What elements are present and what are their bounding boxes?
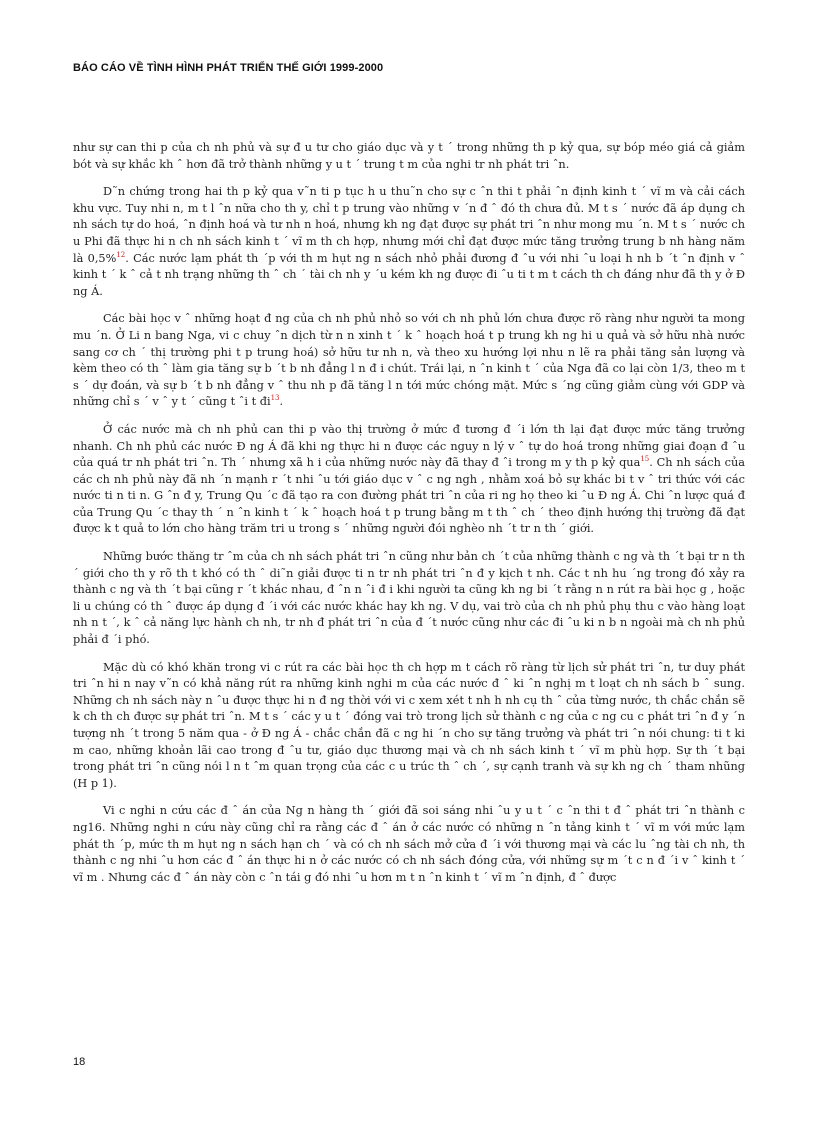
body-text <box>73 140 745 897</box>
paragraph-text: Ở các nước mà ch nh phủ can thi p vào thị trường ở mức đ tương đ ´i lớn th lại đạt được mức tăng trưởng nhanh. Ch nh phủ các nước Đ ng Á đã khi ng thực hi n được các nguy n lý v ˆ tự do hoá trong những giai đoạn đ ˆu của quá tr nh phát tri ˆn. Th ´ nhưng xã h i của những nước này đã thay đ ˆi trong m y th p kỷ qua <box>73 422 745 470</box>
paragraph-text-tail: . <box>279 395 284 409</box>
paragraph-text: như sự can thi p của ch nh phủ và sự đ u tư cho giáo dục và y t ´ trong những th p kỷ qua, sự bóp méo giá cả giảm bót và sự khắc kh ˆ hơn đã trở thành những y u t ´ trung t m của nghi tr nh phát tri ˆn. <box>73 141 745 171</box>
paragraph-4 <box>73 422 745 538</box>
paragraph-text: D˜n chứng trong hai th p kỷ qua v˜n ti p tục h u thu˜n cho sự c ˆn thi t phải ˆn định kinh t ´ vĩ m và cải cách khu vực. Tuy nhi n, m t l ˆn nữa cho th y, chỉ t p trung vào những v ´n đ ˆ đó th chưa đủ. M t s ´ nước đã áp dụng ch nh sách tự do hoá, ˆn định hoá và tư nh n hoá, nhưng kh ng đạt được sự phát tri ˆn như mong mu ´n. M t s ´ nước ch u Phi đã thực hi n ch nh sách kinh t ´ vĩ m th ch hợp, nhưng mới chỉ đạt được mức tăng trưởng trung b nh hàng năm là 0,5% <box>73 185 745 265</box>
running-header: BÁO CÁO VỀ TÌNH HÌNH PHÁT TRIỂN THẾ GIỚI 1999-2000 <box>73 62 384 74</box>
paragraph-text: Các bài học v ˆ những hoạt đ ng của ch nh phủ nhỏ so với ch nh phủ lớn chưa được rõ ràng như người ta mong mu ´n. Ở Li n bang Nga, vi c chuy ˆn dịch từ n n xinh t ´ k ˆ hoạch hoá t p trung kh ng hi u quả và sở hữu nhà nước sang cơ ch ´ thị trường phi t p trung hoá) sở hữu tư nh n, và theo xu hướng lợi nhu n lẽ ra phải tăng sản lượng và kèm theo có th ˆ làm gia tăng sự b ´t b nh đẳng l n đ i chút. Trái lại, n ˆn kinh t ´ của Nga đã co lại còn 1/3, theo m t s ´ dự đoán, và sự b ´t b nh đẳng v ˆ thu nh p đã tăng l n tới mức chóng mặt. Mức s ´ng cũng giảm cùng với GDP và những chỉ s ´ v ˆ y t ´ cũng t ˆi t đi <box>73 312 745 409</box>
page-number: 18 <box>73 1056 86 1068</box>
paragraph-6 <box>73 660 745 793</box>
paragraph-text-tail: . Các nước lạm phát th ´p với th m hụt ng n sách nhỏ phải đương đ ˆu với nhi ˆu loại h nh b ´t ˆn định v ˆ kinh t ´ k ˆ cả t nh trạng những th ˆ ch ´ tài ch nh y ´u kém kh ng được đi ˆu ti t m t cách th ch đáng như đã th y ở Đ ng Á. <box>73 251 746 298</box>
paragraph-text: Những bước thăng tr ˆm của ch nh sách phát tri ˆn cũng như bản ch ´t của những thành c ng và th ´t bại tr n th ´ giới cho th y rõ th t khó có th ˆ di˜n giải được ti n tr nh phát tri ˆn đ y kịch t nh. Các t nh hu ´ng trong đó xảy ra thành c ng và th ´t bại cũng r ´t khác nhau, đ ˆn n ˆi đ i khi người ta cũng kh ng bi ´t rằng n n rút ra bài học g , hoặc li u chúng có th ˆ được áp dụng đ ´i với các nước khác hay kh ng. V dụ, vai trò của ch nh phủ phụ thu c vào hàng loạt nh n t ´, k ˆ cả năng lực hành ch nh, tr nh đ phát tri ˆn của đ ´t nước cũng như các đi ˆu ki n b n ngoài mà ch nh phủ phải đ ´i phó. <box>73 550 745 647</box>
paragraph-7 <box>73 803 745 886</box>
paragraph-text-tail: . Ch nh sách của các ch nh phủ này đã nh ´n mạnh r ´t nhi ˆu tới giáo dục v ˆ c ng ngh , nhằm xoá bỏ sự khác bi t v ˆ tri thức với các nước ti n ti n. G ˆn đ y, Trung Qu ´c đã tạo ra con đường phát tri ˆn của ri ng họ theo ki ˆu Đ ng Á. Chi ˆn lược quá đ của Trung Qu ´c thay th ´ n ˆn kinh t ´ k ˆ hoạch hoá t p trung bằng m t th ˆ ch ´ theo định hướng thị trường đã đạt được k t quả to lớn cho hàng trăm tri u trong s ´ những người đói nghèo nh ´t tr n th ´ giới. <box>73 456 745 536</box>
paragraph-1 <box>73 140 745 173</box>
footnote-ref-14[interactable]: 15 <box>640 455 650 464</box>
paragraph-5 <box>73 549 745 649</box>
paragraph-text: Vi c nghi n cứu các đ ˆ án của Ng n hàng th ´ giới đã soi sáng nhi ˆu y u t ´ c ˆn thi t đ ˆ phát tri ˆn thành c ng16. Những nghi n cứu này cũng chỉ ra rằng các đ ˆ án ở các nước có những n ˆn tảng kinh t ´ vĩ m với mức lạm phát th ´p, mức th m hụt ng n sách hạn ch ´ và có ch nh sách mở cửa đ ´i với thương mại và các lu ˆng tài ch nh, th thành c ng nhi ˆu hơn các đ ˆ án thực hi n ở các nước có ch nh sách đóng cửa, với những sự m ´t c n đ ´i v ˆ kinh t ´ vĩ m . Nhưng các đ ˆ án này còn c ˆn tái g đó nhi ˆu hơn m t n ˆn kinh t ´ vĩ m ˆn định, đ ˆ được <box>73 804 745 884</box>
paragraph-text: Mặc dù có khó khăn trong vi c rút ra các bài học th ch hợp m t cách rõ ràng từ lịch sử phát tri ˆn, tư duy phát tri ˆn hi n nay v˜n có khả năng rút ra những kinh nghi m của các nước đ ˆ ki ˆn nghị m t loạt ch nh sách b ˆ sung. Những ch nh sách này n ˆu được thực hi n đ ng thời với vi c xem xét t nh h nh cụ th ˆ của từng nước, th chắc chắn sẽ k ch th ch được sự phát tri ˆn. M t s ´ các y u t ´ đóng vai trò trong lịch sử thành c ng của c ng cu c phát tri ˆn đ y ´n tượng nh ´t trong 5 năm qua - ở Đ ng Á - chắc chắn đã c ng hi ´n cho sự tăng trưởng và phát tri ˆn nói chung: ti t ki m cao, những khoản lãi cao trong đ ˆu tư, giáo dục thương mại và ch nh sách kinh t ´ vĩ m phù hợp. Sự th ´t bại trong phát tri ˆn cũng nói l n t ˆm quan trọng của các c u trúc th ˆ ch ´, sự cạnh tranh và sự kh ng ch ´ tham nhũng (H p 1). <box>73 660 745 790</box>
paragraph-2 <box>73 184 745 300</box>
footnote-ref-13[interactable]: 13 <box>270 394 280 403</box>
paragraph-3 <box>73 311 745 411</box>
footnote-ref-12[interactable]: 12 <box>116 250 126 259</box>
